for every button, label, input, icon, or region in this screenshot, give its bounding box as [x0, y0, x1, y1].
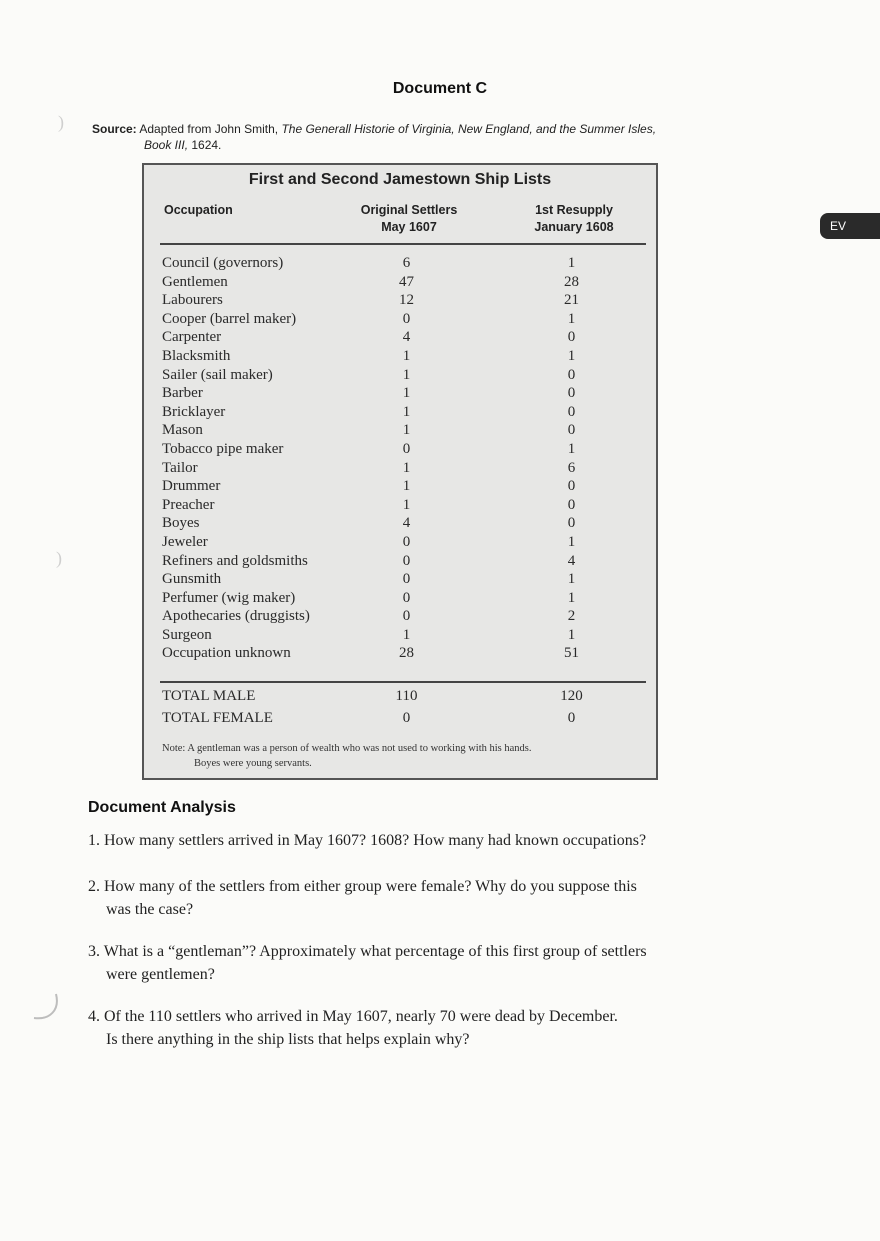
analysis-heading: Document Analysis	[88, 799, 236, 816]
original-count-cell: 6	[402, 255, 411, 271]
original-count-cell: 12	[399, 292, 414, 309]
resupply-count-cell: 21	[564, 292, 579, 309]
question-1-line-1: 1. How many settlers arrived in May 1607? 1608? How many had known occupations?	[88, 832, 647, 849]
original-count-cell: 1	[402, 366, 411, 383]
table-row	[144, 533, 656, 552]
table-row	[144, 273, 656, 292]
occupation-cell: Carpenter	[162, 329, 222, 346]
table-row	[144, 589, 656, 608]
occupation-cell: Bricklayer	[162, 403, 226, 420]
question-3-line-2: were gentlemen?	[106, 966, 215, 983]
table-row	[144, 254, 656, 273]
source-book: Book III,	[144, 138, 189, 152]
table-row	[144, 421, 656, 440]
occupation-cell: Preacher	[162, 496, 215, 513]
question-2	[88, 875, 728, 921]
question-1	[88, 829, 728, 852]
table-row	[144, 366, 656, 385]
question-3	[88, 940, 728, 986]
question-4	[88, 1005, 728, 1051]
occupation-cell: Labourers	[162, 292, 223, 309]
margin-mark-middle: )	[56, 548, 62, 568]
resupply-count-cell: 1	[567, 571, 576, 588]
occupation-cell: Council (governors)	[162, 255, 284, 271]
resupply-count-cell: 1	[567, 589, 576, 606]
occupation-cell: Surgeon	[162, 626, 212, 643]
occupation-cell: Tailor	[162, 459, 198, 476]
table-row	[144, 644, 656, 663]
table-row	[144, 496, 656, 515]
original-count-cell: 1	[402, 422, 411, 439]
note-line-2: Boyes were young servants.	[194, 758, 312, 769]
table-row	[144, 347, 656, 366]
column-header-original-settlers	[339, 202, 479, 236]
resupply-count-cell: 0	[567, 403, 576, 420]
original-count-cell: 0	[402, 310, 411, 327]
table-row	[144, 310, 656, 329]
original-count-cell: 1	[402, 403, 411, 420]
column-header-resupply-line1: 1st Resupply	[535, 203, 613, 217]
original-count-cell: 0	[402, 552, 411, 569]
original-count-cell: 1	[402, 626, 411, 643]
hole-punch-mark	[22, 988, 62, 1028]
resupply-count-cell: 1	[567, 310, 576, 327]
question-3-line-1: 3. What is a “gentleman”? Approximately what percentage of this first group of settlers	[88, 943, 647, 960]
original-count-cell: 0	[402, 571, 411, 588]
table-row	[144, 552, 656, 571]
original-count-cell: 28	[399, 645, 414, 662]
table-row	[144, 514, 656, 533]
occupation-cell: Gentlemen	[162, 273, 228, 290]
table-row	[144, 384, 656, 403]
table-row	[144, 328, 656, 347]
original-count-cell: 1	[402, 385, 411, 402]
occupation-cell: Apothecaries (druggists)	[162, 608, 310, 625]
occupation-cell: Perfumer (wig maker)	[162, 589, 296, 606]
table-note	[162, 741, 642, 771]
resupply-count-cell: 0	[567, 478, 576, 495]
source-work-title: The Generall Historie of Virginia, New England, and the Summer Isles,	[281, 122, 657, 136]
original-count-cell: 47	[399, 273, 414, 290]
original-count-cell: 4	[402, 329, 411, 346]
resupply-count-cell: 0	[567, 366, 576, 383]
total-resupply: 120	[560, 688, 583, 704]
question-2-line-2: was the case?	[106, 901, 194, 918]
original-count-cell: 0	[402, 608, 411, 625]
occupation-cell: Blacksmith	[162, 347, 231, 364]
original-count-cell: 4	[402, 515, 411, 532]
question-2-line-1: 2. How many of the settlers from either group were female? Why do you suppose this	[88, 878, 637, 895]
question-4-line-2: Is there anything in the ship lists that helps explain why?	[106, 1031, 470, 1048]
occupation-cell: Tobacco pipe maker	[162, 440, 284, 457]
occupation-cell: Cooper (barrel maker)	[162, 310, 297, 327]
resupply-count-cell: 51	[564, 645, 579, 662]
total-label: TOTAL FEMALE	[162, 710, 273, 726]
column-header-first-resupply	[504, 202, 644, 236]
total-label: TOTAL MALE	[162, 688, 256, 704]
source-line-2	[92, 137, 732, 153]
document-title: Document C	[392, 80, 488, 97]
margin-mark-top: )	[58, 112, 64, 132]
resupply-count-cell: 0	[567, 422, 576, 439]
occupation-cell: Mason	[162, 422, 203, 439]
original-count-cell: 0	[402, 533, 411, 550]
ship-list-table	[142, 163, 658, 780]
question-4-line-1: 4. Of the 110 settlers who arrived in May 1607, nearly 70 were dead by December.	[88, 1008, 618, 1025]
resupply-count-cell: 1	[567, 347, 576, 364]
column-header-resupply-line2: January 1608	[534, 220, 614, 234]
occupation-cell: Barber	[162, 385, 203, 402]
column-header-original-line1: Original Settlers	[360, 203, 458, 217]
table-row	[144, 626, 656, 645]
table-row	[144, 459, 656, 478]
total-original: 0	[402, 710, 411, 726]
occupation-cell: Drummer	[162, 478, 221, 495]
total-resupply: 0	[567, 710, 576, 726]
resupply-count-cell: 4	[567, 552, 576, 569]
table-row	[144, 403, 656, 422]
table-totals	[144, 685, 656, 729]
resupply-count-cell: 0	[567, 496, 576, 513]
total-original: 110	[395, 688, 418, 704]
original-count-cell: 1	[402, 496, 411, 513]
occupation-cell: Jeweler	[162, 533, 208, 550]
column-header-original-line2: May 1607	[381, 220, 437, 234]
source-year: 1624.	[188, 138, 222, 152]
original-count-cell: 0	[402, 440, 411, 457]
original-count-cell: 1	[402, 478, 411, 495]
column-header-occupation: Occupation	[164, 203, 233, 217]
original-count-cell: 1	[402, 459, 411, 476]
total-row	[144, 685, 656, 707]
side-tab: EV	[820, 213, 880, 239]
resupply-count-cell: 1	[567, 533, 576, 550]
source-citation	[92, 121, 732, 153]
occupation-cell: Gunsmith	[162, 571, 222, 588]
resupply-count-cell: 1	[567, 255, 576, 271]
resupply-count-cell: 0	[567, 329, 576, 346]
original-count-cell: 0	[402, 589, 411, 606]
table-row	[144, 477, 656, 496]
resupply-count-cell: 1	[567, 440, 576, 457]
total-row	[144, 707, 656, 729]
resupply-count-cell: 6	[567, 459, 576, 476]
table-row	[144, 570, 656, 589]
resupply-count-cell: 28	[564, 273, 579, 290]
occupation-cell: Sailer (sail maker)	[162, 366, 273, 383]
table-row	[144, 440, 656, 459]
occupation-cell: Boyes	[162, 515, 200, 532]
header-rule	[160, 243, 646, 245]
note-line-1: Note: A gentleman was a person of wealth who was not used to working with his hands.	[162, 743, 532, 754]
resupply-count-cell: 1	[567, 626, 576, 643]
resupply-count-cell: 0	[567, 515, 576, 532]
table-row	[144, 607, 656, 626]
resupply-count-cell: 2	[567, 608, 576, 625]
table-title: First and Second Jamestown Ship Lists	[248, 171, 552, 188]
totals-rule	[160, 681, 646, 683]
source-label: Source:	[92, 122, 137, 136]
occupation-cell: Occupation unknown	[162, 645, 291, 662]
table-row	[144, 291, 656, 310]
resupply-count-cell: 0	[567, 385, 576, 402]
occupation-cell: Refiners and goldsmiths	[162, 552, 308, 569]
table-body	[144, 254, 656, 663]
source-prefix: Adapted from John Smith,	[139, 122, 282, 136]
original-count-cell: 1	[402, 347, 411, 364]
